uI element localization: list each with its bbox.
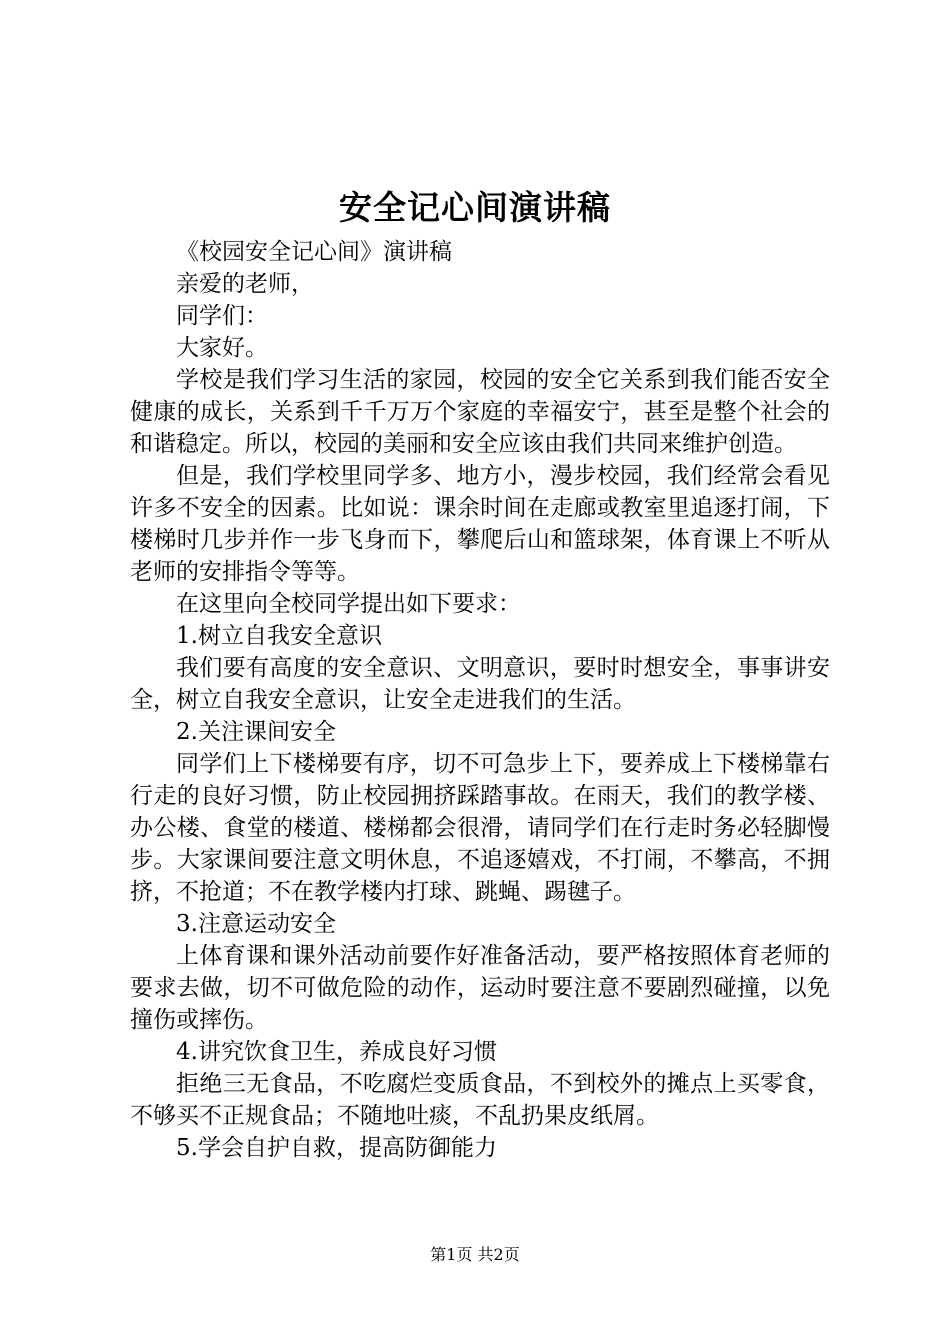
section-heading: 1.树立自我安全意识 xyxy=(176,623,382,649)
body-paragraph: 我们要有高度的安全意识、文明意识，要时时想安全，事事讲安全，树立自我安全意识，让安全走进我们的生活。 xyxy=(130,655,830,713)
section-heading: 5.学会自护自救，提高防御能力 xyxy=(176,1135,497,1161)
body-paragraph: 但是，我们学校里同学多、地方小，漫步校园，我们经常会看见许多不安全的因素。比如说：课余时间在走廊或教室里追逐打闹，下楼梯时几步并作一步飞身而下，攀爬后山和篮球架，体育课上不听从老师的安排指令等等。 xyxy=(130,463,830,585)
document-title: 安全记心间演讲稿 xyxy=(339,188,611,227)
body-paragraph: 上体育课和课外活动前要作好准备活动，要严格按照体育老师的要求去做，切不可做危险的动作，运动时要注意不要剧烈碰撞，以免撞伤或摔伤。 xyxy=(130,943,830,1033)
section-heading: 3.注意运动安全 xyxy=(176,911,336,937)
greeting-teachers: 亲爱的老师， xyxy=(176,271,314,297)
page-footer: 第1页 共2页 xyxy=(430,1245,520,1264)
greeting-students: 同学们： xyxy=(176,303,268,329)
greeting-all: 大家好。 xyxy=(176,335,268,361)
body-paragraph: 拒绝三无食品，不吃腐烂变质食品，不到校外的摊点上买零食，不够买不正规食品；不随地吐痰，不乱扔果皮纸屑。 xyxy=(130,1071,830,1129)
body-paragraph: 学校是我们学习生活的家园，校园的安全它关系到我们能否安全健康的成长，关系到千千万万个家庭的幸福安宁，甚至是整个社会的和谐稳定。所以，校园的美丽和安全应该由我们共同来维护创造。 xyxy=(130,367,830,457)
subtitle-paragraph: 《校园安全记心间》演讲稿 xyxy=(176,239,452,265)
body-paragraph: 在这里向全校同学提出如下要求： xyxy=(176,591,521,617)
section-heading: 2.关注课间安全 xyxy=(176,719,336,745)
body-paragraph: 同学们上下楼梯要有序，切不可急步上下，要养成上下楼梯靠右行走的良好习惯，防止校园拥挤踩踏事故。在雨天，我们的教学楼、办公楼、食堂的楼道、楼梯都会很滑，请同学们在行走时务必轻脚慢步。大家课间要注意文明休息，不追逐嬉戏，不打闹，不攀高，不拥挤，不抢道；不在教学楼内打球、跳蝇、踢毽子。 xyxy=(130,751,830,905)
section-heading: 4.讲究饮食卫生，养成良好习惯 xyxy=(176,1039,497,1065)
document-body xyxy=(130,236,830,1164)
